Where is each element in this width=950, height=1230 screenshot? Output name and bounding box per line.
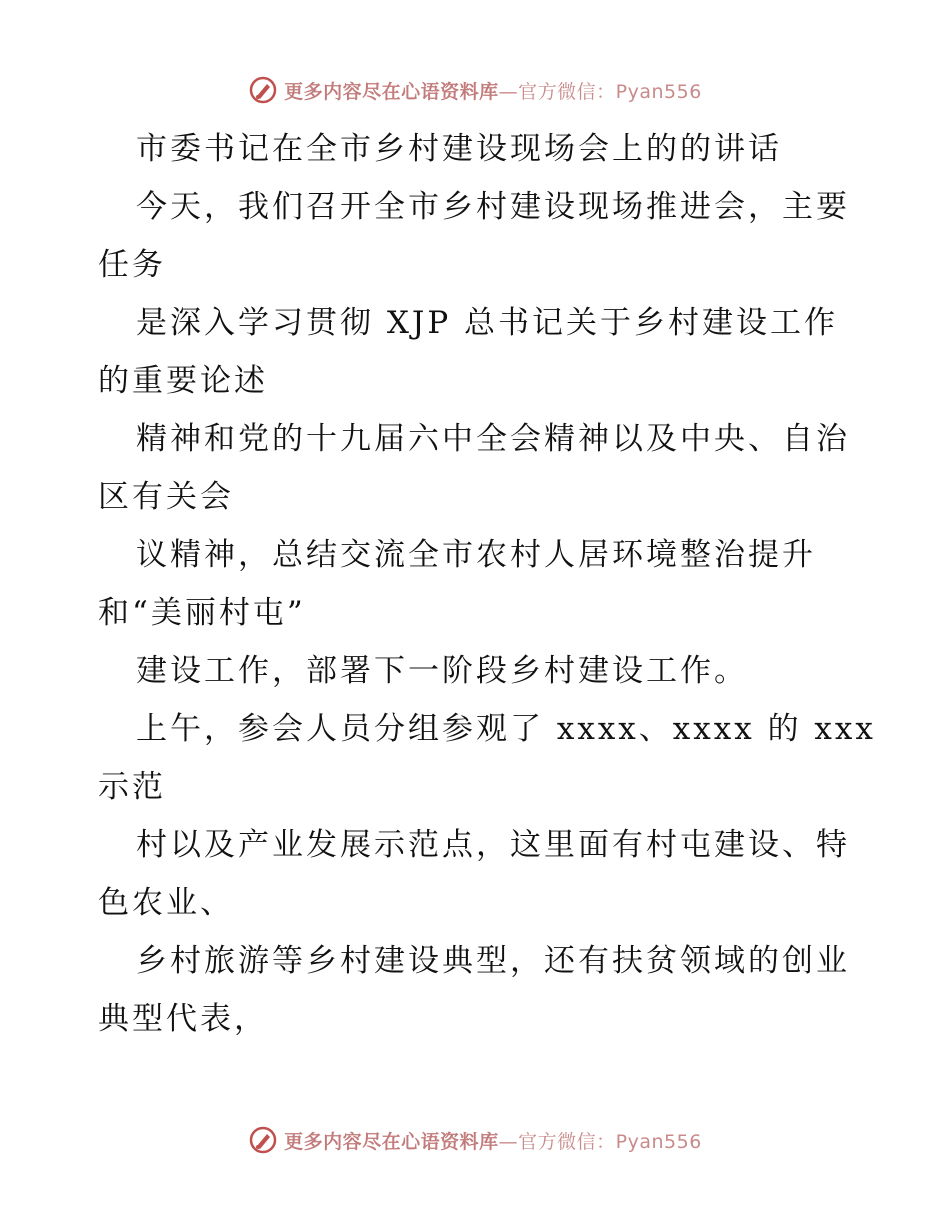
text-line: 建设工作，部署下一阶段乡村建设工作。 <box>136 653 748 689</box>
text-line: 是深入学习贯彻 XJP 总书记关于乡村建设工作 <box>136 305 839 341</box>
text-line: 乡村旅游等乡村建设典型，还有扶贫领域的创业 <box>136 943 850 979</box>
header-watermark <box>0 72 950 108</box>
text-line: 示范 <box>98 769 166 805</box>
text-line: 的重要论述 <box>98 363 268 399</box>
text-line: 市委书记在全市乡村建设现场会上的的讲话 <box>136 131 782 167</box>
text-line: 议精神，总结交流全市农村人居环境整治提升 <box>136 537 816 573</box>
text-line: 和“美丽村屯” <box>98 595 306 631</box>
text-line: 典型代表， <box>98 1001 268 1037</box>
document-body <box>98 120 876 1048</box>
watermark-text: 更多内容尽在心语资料库—官方微信：Pyan556 <box>284 1130 702 1153</box>
text-line: 上午，参会人员分组参观了 xxxx、xxxx 的 xxx <box>136 711 876 747</box>
pen-logo-icon <box>248 1125 278 1155</box>
footer-watermark <box>0 1122 950 1158</box>
text-line: 今天，我们召开全市乡村建设现场推进会，主要 <box>136 189 850 225</box>
text-line: 色农业、 <box>98 885 234 921</box>
text-line: 精神和党的十九届六中全会精神以及中央、自治 <box>136 421 850 457</box>
watermark-text: 更多内容尽在心语资料库—官方微信：Pyan556 <box>284 80 702 103</box>
text-line: 区有关会 <box>98 479 234 515</box>
pen-logo-icon <box>248 75 278 105</box>
text-line: 村以及产业发展示范点，这里面有村屯建设、特 <box>136 827 850 863</box>
text-line: 任务 <box>98 247 166 283</box>
